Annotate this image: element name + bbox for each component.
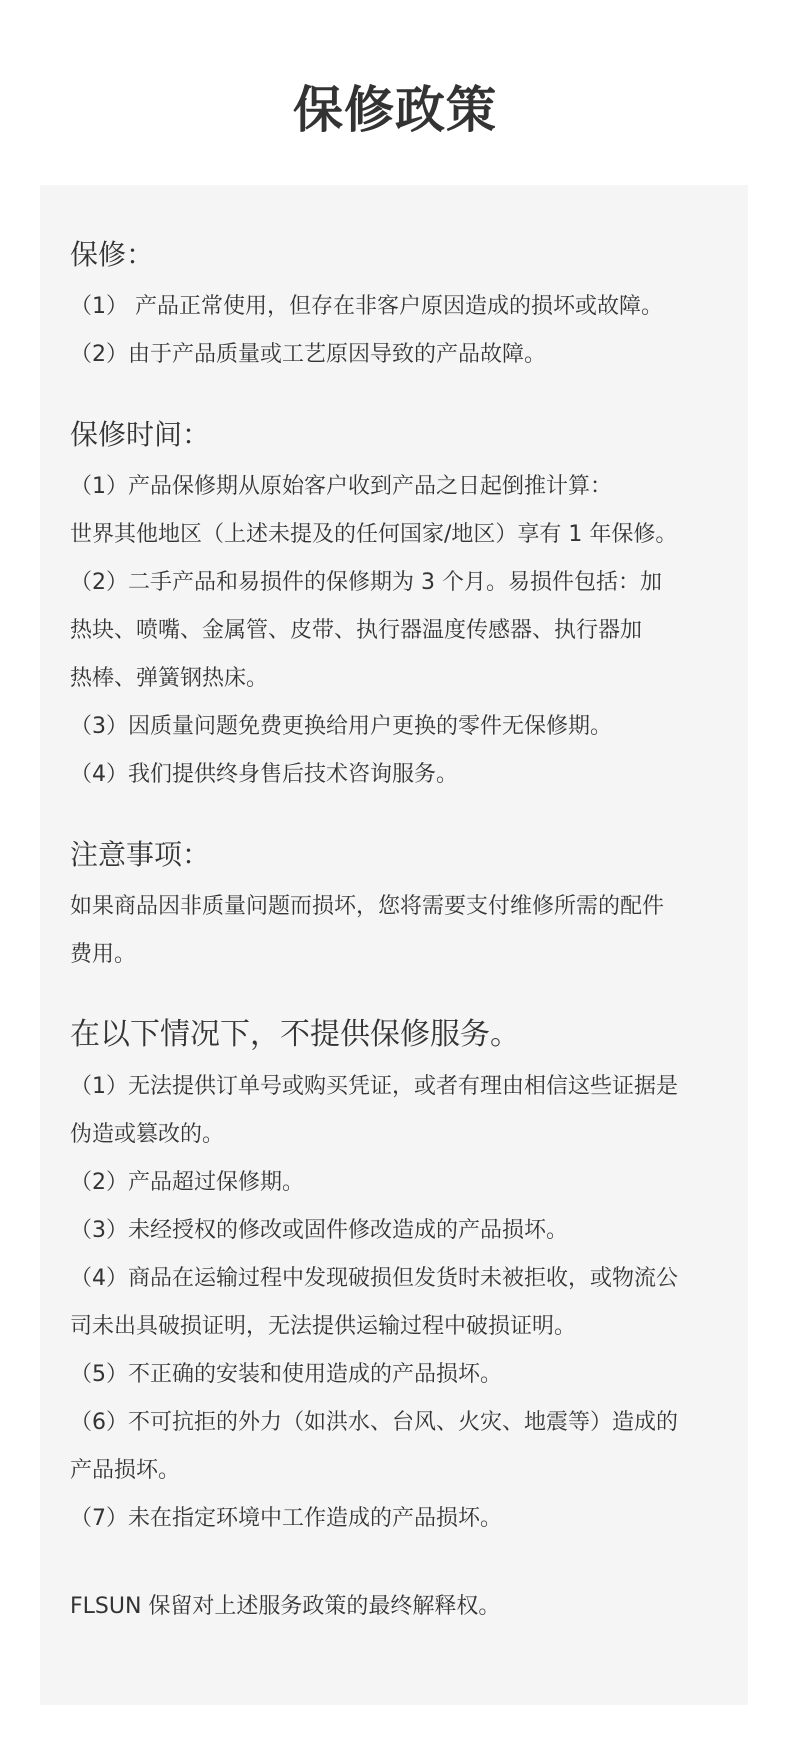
policy-line: （3）因质量问题免费更换给用户更换的零件无保修期。 — [70, 714, 612, 739]
policy-line: （3）未经授权的修改或固件修改造成的产品损坏。 — [70, 1218, 568, 1243]
section-heading: 保修： — [70, 238, 155, 271]
policy-panel — [40, 185, 748, 1705]
page-title: 保修政策 — [293, 81, 497, 139]
policy-line: 产品损坏。 — [70, 1458, 181, 1483]
section-heading: 在以下情况下，不提供保修服务。 — [70, 1017, 520, 1052]
policy-line: （6）不可抗拒的外力（如洪水、台风、火灾、地震等）造成的 — [70, 1410, 678, 1435]
policy-line: 伪造或篡改的。 — [70, 1122, 225, 1147]
policy-line: 热块、喷嘴、金属管、皮带、执行器温度传感器、执行器加 — [70, 618, 643, 643]
policy-line: （5）不正确的安装和使用造成的产品损坏。 — [70, 1362, 502, 1387]
policy-line: （2）产品超过保修期。 — [70, 1170, 304, 1195]
policy-line: 如果商品因非质量问题而损坏，您将需要支付维修所需的配件 — [70, 894, 665, 919]
policy-line: （2）由于产品质量或工艺原因导致的产品故障。 — [70, 342, 546, 367]
policy-line: （4）我们提供终身售后技术咨询服务。 — [70, 762, 458, 787]
section-exclusions — [70, 1015, 718, 1543]
footer-note: FLSUN 保留对上述服务政策的最终解释权。 — [70, 1594, 501, 1619]
section-warranty — [70, 235, 718, 379]
section-warranty-period — [70, 415, 718, 799]
section-heading: 注意事项： — [70, 838, 211, 871]
section-notes — [70, 835, 718, 979]
policy-line: 热棒、弹簧钢热床。 — [70, 666, 269, 691]
policy-line: 费用。 — [70, 942, 137, 967]
policy-line: （4）商品在运输过程中发现破损但发货时未被拒收，或物流公 — [70, 1266, 678, 1291]
policy-line: （1） 产品正常使用，但存在非客户原因造成的损坏或故障。 — [70, 294, 663, 319]
section-heading: 保修时间： — [70, 418, 211, 451]
policy-line: 司未出具破损证明，无法提供运输过程中破损证明。 — [70, 1314, 577, 1339]
policy-line: （7）未在指定环境中工作造成的产品损坏。 — [70, 1506, 502, 1531]
policy-line: （1）产品保修期从原始客户收到产品之日起倒推计算： — [70, 474, 612, 499]
policy-line: （1）无法提供订单号或购买凭证，或者有理由相信这些证据是 — [70, 1074, 678, 1099]
policy-line: 世界其他地区（上述未提及的任何国家/地区）享有 1 年保修。 — [70, 522, 678, 547]
policy-line: （2）二手产品和易损件的保修期为 3 个月。易损件包括：加 — [70, 570, 662, 595]
